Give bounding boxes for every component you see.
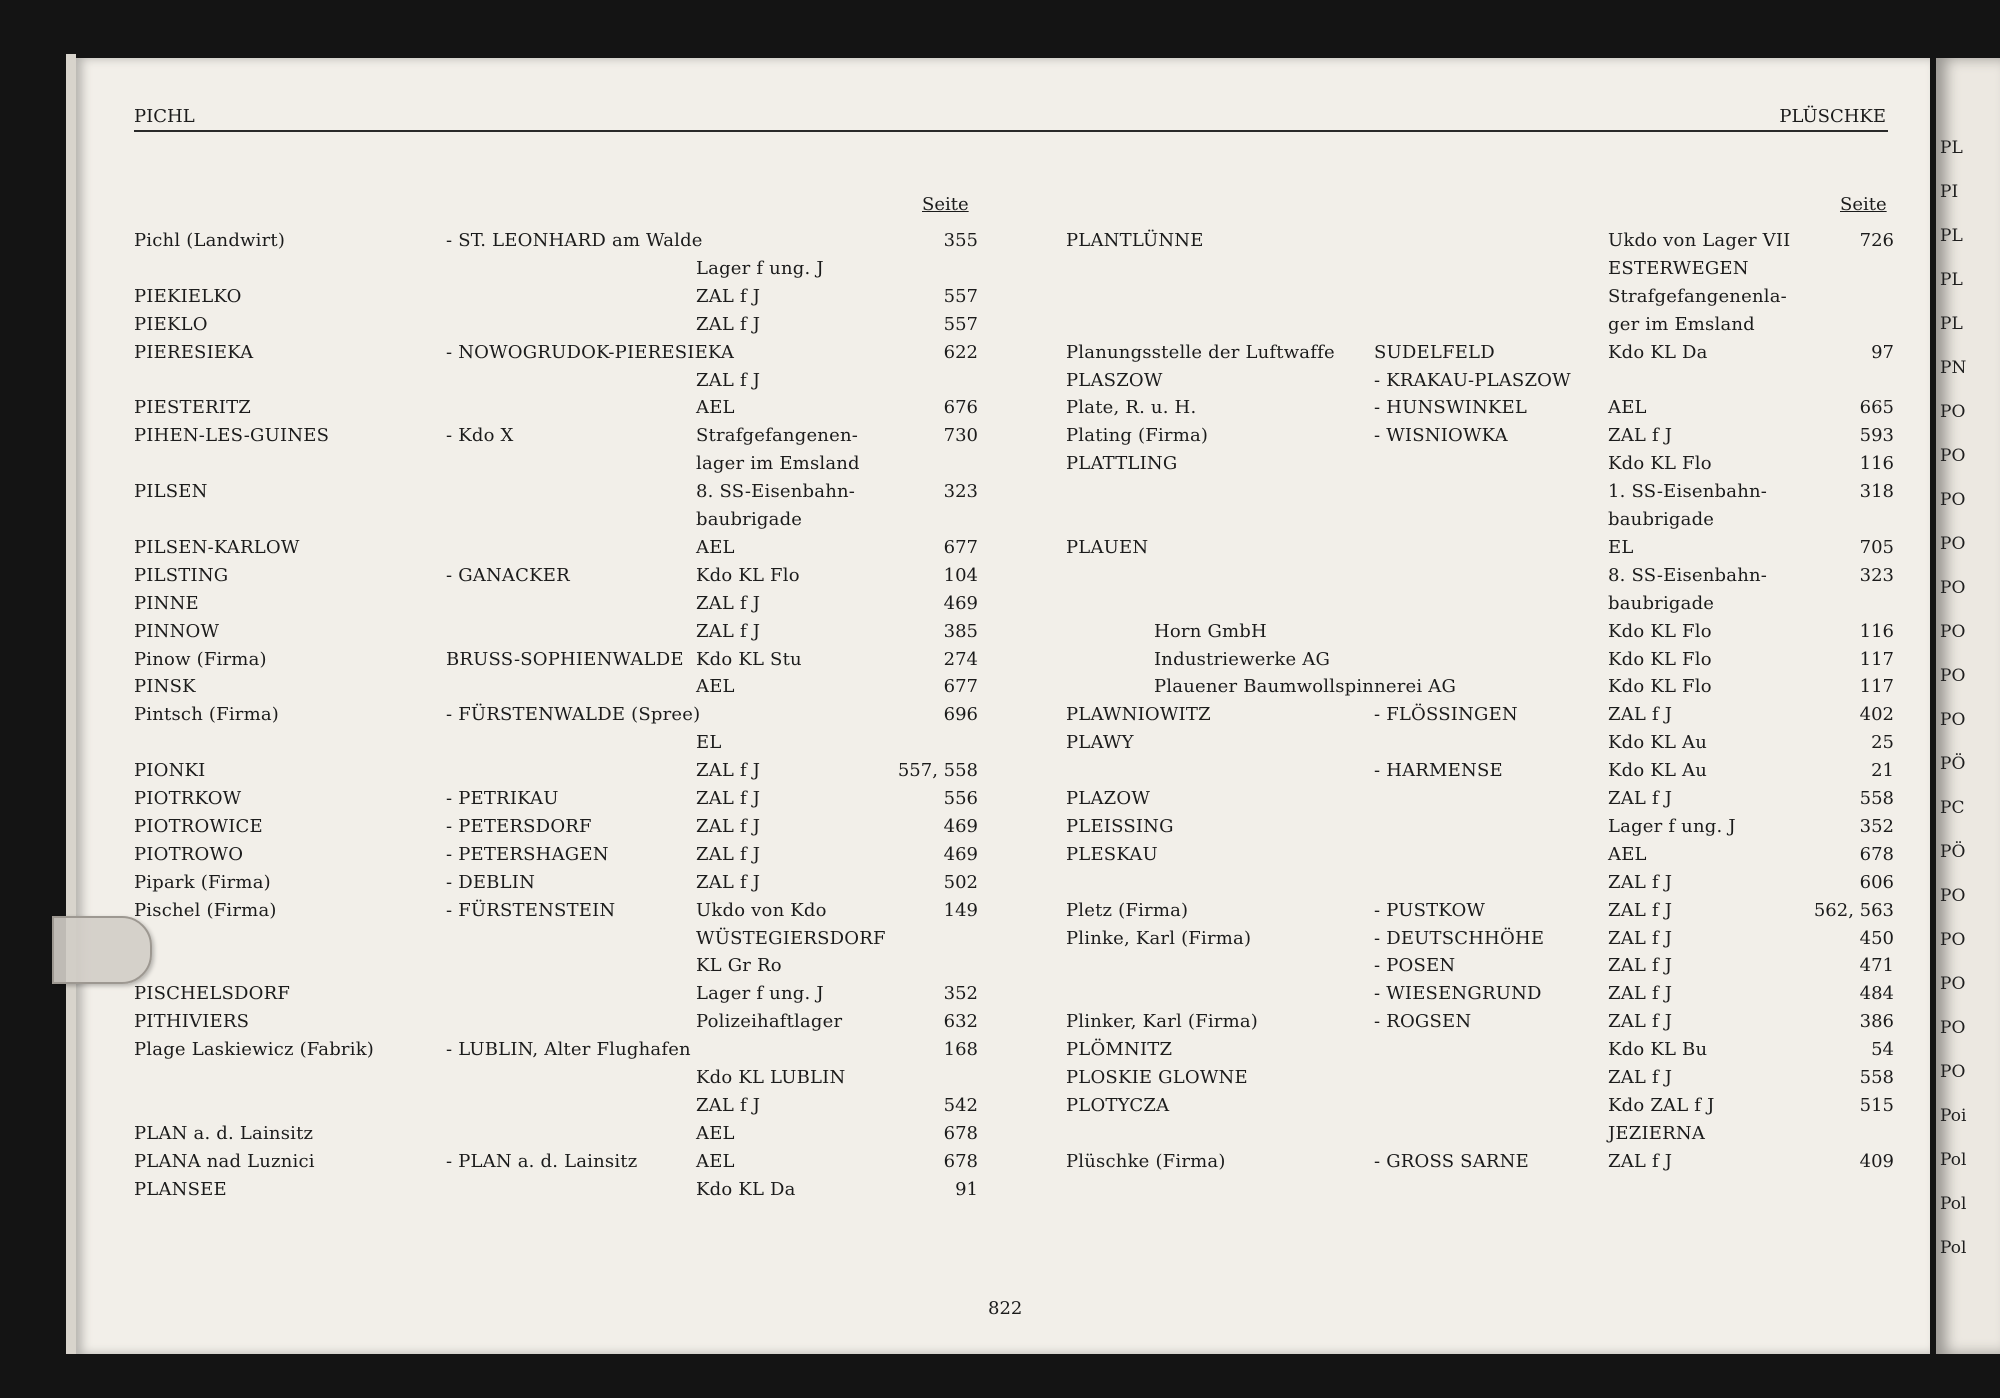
- location-ref: - PUSTKOW: [1374, 900, 1486, 921]
- place-name: Plüschke (Firma): [1066, 1151, 1226, 1172]
- place-name: PLOTYCZA: [1066, 1095, 1170, 1116]
- facing-page-fragment: PO: [1940, 930, 1966, 950]
- camp-type: Strafgefangenen-: [696, 425, 859, 446]
- page-ref: 515: [1859, 1095, 1894, 1116]
- camp-type: ZAL f J: [696, 286, 761, 307]
- place-name: Plauener Baumwollspinnerei AG: [1154, 676, 1457, 697]
- location-ref: - NOWOGRUDOK-PIERESIEKA: [446, 342, 735, 363]
- place-name: PLAN a. d. Lainsitz: [134, 1123, 314, 1144]
- location-ref: - FLÖSSINGEN: [1374, 704, 1518, 725]
- place-name: Pischel (Firma): [134, 900, 277, 921]
- place-name: Pichl (Landwirt): [134, 230, 286, 251]
- page-ref: 385: [943, 621, 978, 642]
- place-name: PLANSEE: [134, 1179, 227, 1200]
- facing-page-fragment: Poi: [1940, 1106, 1967, 1126]
- camp-type: ZAL f J: [1608, 1151, 1673, 1172]
- place-name: Pipark (Firma): [134, 872, 271, 893]
- location-ref: - GANACKER: [446, 565, 570, 586]
- location-ref: BRUSS-SOPHIENWALDE: [446, 649, 684, 670]
- camp-type: 8. SS-Eisenbahn-: [696, 481, 856, 502]
- page-ref: 25: [1871, 732, 1894, 753]
- camp-type: ger im Emsland: [1608, 314, 1755, 335]
- camp-type: ZAL f J: [1608, 955, 1673, 976]
- place-name: PLAUEN: [1066, 537, 1149, 558]
- page-ref: 355: [943, 230, 978, 251]
- location-ref: - LUBLIN, Alter Flughafen: [446, 1039, 691, 1060]
- page-ref: 149: [943, 900, 978, 921]
- camp-type: 8. SS-Eisenbahn-: [1608, 565, 1768, 586]
- page-ref: 593: [1859, 425, 1894, 446]
- camp-type: ZAL f J: [696, 872, 761, 893]
- camp-type: Lager f ung. J: [696, 258, 824, 279]
- page-ref: 352: [1859, 816, 1894, 837]
- page-ref: 557: [943, 314, 978, 335]
- location-ref: - GROSS SARNE: [1374, 1151, 1529, 1172]
- camp-type: Kdo KL Da: [696, 1179, 796, 1200]
- camp-type: Polizeihaftlager: [696, 1011, 843, 1032]
- place-name: PIHEN-LES-GUINES: [134, 425, 330, 446]
- camp-type: ZAL f J: [696, 760, 761, 781]
- place-name: PLAWY: [1066, 732, 1134, 753]
- camp-type: EL: [696, 732, 722, 753]
- location-ref: - KRAKAU-PLASZOW: [1374, 370, 1571, 391]
- camp-type: Kdo KL Bu: [1608, 1039, 1708, 1060]
- page-ref: 677: [943, 537, 978, 558]
- facing-page-fragment: PO: [1940, 710, 1966, 730]
- camp-type: ZAL f J: [1608, 425, 1673, 446]
- page-ref: 117: [1859, 649, 1894, 670]
- location-ref: - PETERSDORF: [446, 816, 592, 837]
- page-ref: 116: [1859, 453, 1894, 474]
- location-ref: - HUNSWINKEL: [1374, 397, 1528, 418]
- page-ref: 558: [1859, 788, 1894, 809]
- page-ref: 542: [943, 1095, 978, 1116]
- place-name: PLANTLÜNNE: [1066, 230, 1204, 251]
- facing-page-fragment: PO: [1940, 1062, 1966, 1082]
- camp-type: Kdo KL Da: [1608, 342, 1708, 363]
- facing-page-fragment: PO: [1940, 1018, 1966, 1038]
- page-ref: 632: [943, 1011, 978, 1032]
- camp-type: Kdo KL LUBLIN: [696, 1067, 846, 1088]
- page-ref: 678: [1859, 844, 1894, 865]
- page-ref: 469: [943, 593, 978, 614]
- place-name: PIEKLO: [134, 314, 208, 335]
- facing-page-fragment: PO: [1940, 578, 1966, 598]
- camp-type: ZAL f J: [1608, 704, 1673, 725]
- place-name: PLEISSING: [1066, 816, 1174, 837]
- seite-label-left: Seite: [922, 194, 969, 215]
- page-ref: 117: [1859, 676, 1894, 697]
- camp-type: AEL: [696, 1151, 735, 1172]
- place-name: PLÖMNITZ: [1066, 1039, 1173, 1060]
- facing-page-fragment: PL: [1940, 226, 1963, 246]
- camp-type: AEL: [696, 676, 735, 697]
- location-ref: - ST. LEONHARD am Walde: [446, 230, 703, 251]
- camp-type: Kdo KL Flo: [1608, 676, 1712, 697]
- page-ref: 678: [943, 1123, 978, 1144]
- camp-type: AEL: [696, 1123, 735, 1144]
- facing-page-fragment: Pol: [1940, 1194, 1967, 1214]
- facing-page-fragment: PO: [1940, 402, 1966, 422]
- camp-type: AEL: [1608, 844, 1647, 865]
- camp-type: AEL: [1608, 397, 1647, 418]
- camp-type: Kdo KL Flo: [1608, 621, 1712, 642]
- page-ref: 469: [943, 844, 978, 865]
- camp-type: AEL: [696, 537, 735, 558]
- place-name: PINNOW: [134, 621, 220, 642]
- page-ref: 696: [943, 704, 978, 725]
- page-ref: 91: [955, 1179, 978, 1200]
- page-number: 822: [988, 1298, 1023, 1319]
- page-ref: 665: [1859, 397, 1894, 418]
- place-name: PIOTROWICE: [134, 816, 263, 837]
- page-ref: 678: [943, 1151, 978, 1172]
- place-name: PLATTLING: [1066, 453, 1178, 474]
- facing-page-fragment: PÖ: [1940, 842, 1966, 862]
- page-clip-tab: [52, 916, 152, 984]
- place-name: PILSTING: [134, 565, 229, 586]
- camp-type: ZAL f J: [696, 593, 761, 614]
- location-ref: - FÜRSTENWALDE (Spree): [446, 704, 701, 725]
- place-name: Industriewerke AG: [1154, 649, 1331, 670]
- place-name: Plinke, Karl (Firma): [1066, 928, 1252, 949]
- location-ref: SUDELFELD: [1374, 342, 1495, 363]
- place-name: Horn GmbH: [1154, 621, 1267, 642]
- place-name: PLAZOW: [1066, 788, 1151, 809]
- camp-type: ZAL f J: [696, 816, 761, 837]
- page-ref: 730: [943, 425, 978, 446]
- page-ref: 705: [1859, 537, 1894, 558]
- camp-type: Lager f ung. J: [696, 983, 824, 1004]
- camp-type: WÜSTEGIERSDORF: [696, 928, 886, 949]
- place-name: PILSEN: [134, 481, 208, 502]
- place-name: Plate, R. u. H.: [1066, 397, 1197, 418]
- camp-type: Lager f ung. J: [1608, 816, 1736, 837]
- location-ref: - DEUTSCHHÖHE: [1374, 928, 1545, 949]
- place-name: PIONKI: [134, 760, 206, 781]
- camp-type: 1. SS-Eisenbahn-: [1608, 481, 1768, 502]
- location-ref: - PETRIKAU: [446, 788, 559, 809]
- camp-type: Kdo KL Flo: [696, 565, 800, 586]
- header-rule: [134, 130, 1888, 132]
- facing-page-fragment: PO: [1940, 666, 1966, 686]
- location-ref: - ROGSEN: [1374, 1011, 1472, 1032]
- page-ref: 471: [1859, 955, 1894, 976]
- facing-page-fragment: PL: [1940, 270, 1963, 290]
- facing-page-fragment: PI: [1940, 182, 1959, 202]
- place-name: PINNE: [134, 593, 199, 614]
- page-ref: 450: [1859, 928, 1894, 949]
- location-ref: - PETERSHAGEN: [446, 844, 609, 865]
- place-name: PIERESIEKA: [134, 342, 254, 363]
- facing-page-fragment: PO: [1940, 886, 1966, 906]
- camp-type: Kdo KL Au: [1608, 760, 1708, 781]
- facing-page-fragment: PL: [1940, 314, 1963, 334]
- camp-type: ESTERWEGEN: [1608, 258, 1749, 279]
- page-edge: [66, 54, 76, 1354]
- page-ref: 502: [943, 872, 978, 893]
- camp-type: baubrigade: [1608, 593, 1715, 614]
- camp-type: JEZIERNA: [1608, 1123, 1706, 1144]
- camp-type: EL: [1608, 537, 1634, 558]
- camp-type: ZAL f J: [696, 788, 761, 809]
- location-ref: - HARMENSE: [1374, 760, 1503, 781]
- facing-page-fragment: PL: [1940, 138, 1963, 158]
- page-ref: 562, 563: [1813, 900, 1894, 921]
- facing-page-edge: [1936, 58, 2000, 1354]
- camp-type: ZAL f J: [1608, 928, 1673, 949]
- facing-page-fragment: PO: [1940, 622, 1966, 642]
- page-ref: 606: [1859, 872, 1894, 893]
- facing-page-fragment: PÖ: [1940, 754, 1966, 774]
- camp-type: ZAL f J: [1608, 1011, 1673, 1032]
- camp-type: ZAL f J: [696, 621, 761, 642]
- place-name: PLOSKIE GLOWNE: [1066, 1067, 1248, 1088]
- header-right: PLÜSCHKE: [1779, 106, 1886, 127]
- location-ref: - WIESENGRUND: [1374, 983, 1542, 1004]
- page-ref: 323: [943, 481, 978, 502]
- camp-type: Strafgefangenenla-: [1608, 286, 1787, 307]
- page-ref: 54: [1871, 1039, 1894, 1060]
- facing-page-fragment: PO: [1940, 974, 1966, 994]
- place-name: Pletz (Firma): [1066, 900, 1189, 921]
- camp-type: baubrigade: [696, 509, 803, 530]
- camp-type: ZAL f J: [696, 1095, 761, 1116]
- page-ref: 352: [943, 983, 978, 1004]
- page-ref: 274: [943, 649, 978, 670]
- camp-type: Ukdo von Kdo: [696, 900, 827, 921]
- page-ref: 318: [1859, 481, 1894, 502]
- facing-page-fragment: PN: [1940, 358, 1967, 378]
- page-ref: 557: [943, 286, 978, 307]
- page-ref: 97: [1871, 342, 1894, 363]
- camp-type: ZAL f J: [696, 314, 761, 335]
- place-name: PIESTERITZ: [134, 397, 252, 418]
- page-ref: 323: [1859, 565, 1894, 586]
- place-name: Plating (Firma): [1066, 425, 1209, 446]
- place-name: Plage Laskiewicz (Fabrik): [134, 1039, 375, 1060]
- place-name: PLAWNIOWITZ: [1066, 704, 1211, 725]
- page-ref: 402: [1859, 704, 1894, 725]
- place-name: PLASZOW: [1066, 370, 1163, 391]
- location-ref: - WISNIOWKA: [1374, 425, 1508, 446]
- book-page: [76, 58, 1930, 1354]
- camp-type: baubrigade: [1608, 509, 1715, 530]
- location-ref: - PLAN a. d. Lainsitz: [446, 1151, 638, 1172]
- camp-type: ZAL f J: [1608, 900, 1673, 921]
- camp-type: KL Gr Ro: [696, 955, 782, 976]
- place-name: Pinow (Firma): [134, 649, 267, 670]
- place-name: Planungsstelle der Luftwaffe: [1066, 342, 1335, 363]
- page-ref: 676: [943, 397, 978, 418]
- page-ref: 677: [943, 676, 978, 697]
- camp-type: ZAL f J: [1608, 983, 1673, 1004]
- place-name: Pintsch (Firma): [134, 704, 280, 725]
- place-name: PIOTRKOW: [134, 788, 242, 809]
- page-ref: 469: [943, 816, 978, 837]
- location-ref: - FÜRSTENSTEIN: [446, 900, 616, 921]
- facing-page-fragment: PO: [1940, 446, 1966, 466]
- location-ref: - POSEN: [1374, 955, 1456, 976]
- page-ref: 386: [1859, 1011, 1894, 1032]
- page-ref: 726: [1859, 230, 1894, 251]
- location-ref: - DEBLIN: [446, 872, 536, 893]
- camp-type: AEL: [696, 397, 735, 418]
- facing-page-fragment: PO: [1940, 534, 1966, 554]
- camp-type: Kdo KL Flo: [1608, 453, 1712, 474]
- place-name: PIEKIELKO: [134, 286, 242, 307]
- place-name: PLESKAU: [1066, 844, 1158, 865]
- camp-type: ZAL f J: [1608, 788, 1673, 809]
- header-left: PICHL: [134, 106, 195, 127]
- camp-type: Kdo KL Stu: [696, 649, 802, 670]
- page-ref: 116: [1859, 621, 1894, 642]
- camp-type: ZAL f J: [696, 370, 761, 391]
- facing-page-fragment: PO: [1940, 490, 1966, 510]
- camp-type: ZAL f J: [696, 844, 761, 865]
- facing-page-fragment: Pol: [1940, 1150, 1967, 1170]
- camp-type: lager im Emsland: [696, 453, 860, 474]
- place-name: PINSK: [134, 676, 196, 697]
- camp-type: Kdo KL Au: [1608, 732, 1708, 753]
- facing-page-fragment: PC: [1940, 798, 1965, 818]
- place-name: PILSEN-KARLOW: [134, 537, 300, 558]
- page-ref: 484: [1859, 983, 1894, 1004]
- place-name: PITHIVIERS: [134, 1011, 250, 1032]
- page-ref: 168: [943, 1039, 978, 1060]
- page-ref: 556: [943, 788, 978, 809]
- camp-type: Kdo KL Flo: [1608, 649, 1712, 670]
- page-ref: 558: [1859, 1067, 1894, 1088]
- page-ref: 622: [943, 342, 978, 363]
- place-name: Plinker, Karl (Firma): [1066, 1011, 1259, 1032]
- page-ref: 104: [943, 565, 978, 586]
- camp-type: ZAL f J: [1608, 872, 1673, 893]
- place-name: PLANA nad Luznici: [134, 1151, 315, 1172]
- camp-type: Ukdo von Lager VII: [1608, 230, 1791, 251]
- place-name: PISCHELSDORF: [134, 983, 291, 1004]
- camp-type: Kdo ZAL f J: [1608, 1095, 1715, 1116]
- location-ref: - Kdo X: [446, 425, 514, 446]
- seite-label-right: Seite: [1840, 194, 1887, 215]
- facing-page-fragment: Pol: [1940, 1238, 1967, 1258]
- place-name: PIOTROWO: [134, 844, 244, 865]
- page-ref: 21: [1871, 760, 1894, 781]
- page-ref: 409: [1859, 1151, 1894, 1172]
- camp-type: ZAL f J: [1608, 1067, 1673, 1088]
- page-ref: 557, 558: [897, 760, 978, 781]
